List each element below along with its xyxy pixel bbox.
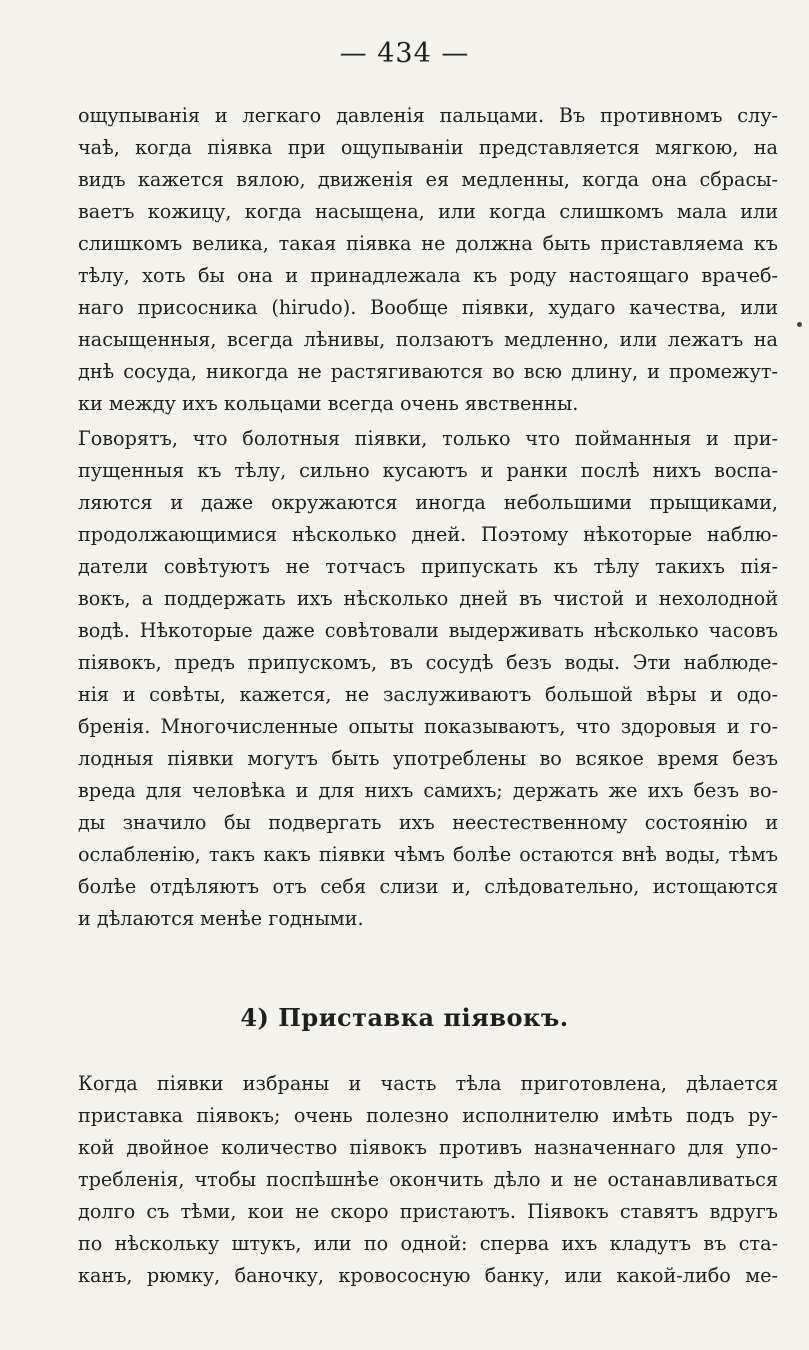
text-line: вокъ, а поддержать ихъ нѣсколько дней въ чистой и нехолодной — [78, 587, 778, 610]
text-line: бренія. Многочисленные опыты показываютъ, что здоровыя и го- — [78, 715, 778, 738]
text-line: требленія, чтобы поспѣшнѣе окончить дѣло и не останавливаться — [78, 1168, 778, 1191]
text-line: водѣ. Нѣкоторые даже совѣтовали выдерживать нѣсколько часовъ — [78, 619, 778, 642]
text-line: ды значило бы подвергать ихъ неестественному состоянію и — [78, 811, 778, 834]
text-line: Говорятъ, что болотныя піявки, только что пойманныя и при- — [78, 427, 778, 450]
text-line: ощупыванія и легкаго давленія пальцами. Въ противномъ слу- — [78, 104, 778, 127]
text-line: Когда піявки избраны и часть тѣла приготовлена, дѣлается — [78, 1072, 778, 1095]
text-line: кой двойное количество піявокъ противъ назначеннаго для упо- — [78, 1136, 778, 1159]
text-line: продолжающимися нѣсколько дней. Поэтому нѣкоторые наблю- — [78, 523, 778, 546]
text-line: наго присосника (hirudo). Вообще піявки, худаго качества, или — [78, 296, 778, 319]
text-line: по нѣскольку штукъ, или по одной: сперва ихъ кладутъ въ ста- — [78, 1232, 778, 1255]
text-line: вреда для человѣка и для нихъ самихъ; держать же ихъ безъ во- — [78, 779, 778, 802]
text-line: тѣлу, хоть бы она и принадлежала къ роду настоящаго врачеб- — [78, 264, 778, 287]
text-line: лодныя піявки могутъ быть употреблены во всякое время безъ — [78, 747, 778, 770]
text-line: ки между ихъ кольцами всегда очень явственны. — [78, 392, 579, 415]
text-line: видъ кажется вялою, движенія ея медленны, когда она сбрасы- — [78, 168, 778, 191]
text-line: датели совѣтуютъ не тотчасъ припускать къ тѣлу такихъ пія- — [78, 555, 778, 578]
section-heading: 4) Приставка піявокъ. — [240, 1003, 569, 1032]
text-line: насыщенныя, всегда лѣнивы, ползаютъ медленно, или лежатъ на — [78, 328, 778, 351]
text-line: піявокъ, предъ припускомъ, въ сосудѣ безъ воды. Эти наблюде- — [78, 651, 778, 674]
text-line: пущенныя къ тѣлу, сильно кусаютъ и ранки послѣ нихъ воспа- — [78, 459, 778, 482]
page-number: — 434 — — [339, 38, 470, 69]
text-line: ваетъ кожицу, когда насыщена, или когда слишкомъ мала или — [78, 200, 778, 223]
text-line: нія и совѣты, кажется, не заслуживаютъ большой вѣры и одо- — [78, 683, 778, 706]
text-line: долго съ тѣми, кои не скоро пристаютъ. Піявокъ ставятъ вдругъ — [78, 1200, 778, 1223]
text-line: болѣе отдѣляютъ отъ себя слизи и, слѣдовательно, истощаются — [78, 875, 778, 898]
text-line: днѣ сосуда, никогда не растягиваются во всю длину, и промежут- — [78, 360, 778, 383]
text-line: чаѣ, когда піявка при ощупываніи представляется мягкою, на — [78, 136, 778, 159]
text-line: приставка піявокъ; очень полезно исполнителю имѣть подъ ру- — [78, 1104, 778, 1127]
text-line: ляются и даже окружаются иногда небольшими прыщиками, — [78, 491, 778, 514]
text-line: ослабленію, такъ какъ піявки чѣмъ болѣе остаются внѣ воды, тѣмъ — [78, 843, 778, 866]
ink-speck — [797, 322, 802, 327]
text-line: канъ, рюмку, баночку, кровососную банку, или какой-либо ме- — [78, 1264, 778, 1287]
text-line: и дѣлаются менѣе годными. — [78, 907, 364, 930]
text-line: слишкомъ велика, такая піявка не должна быть приставляема къ — [78, 232, 778, 255]
